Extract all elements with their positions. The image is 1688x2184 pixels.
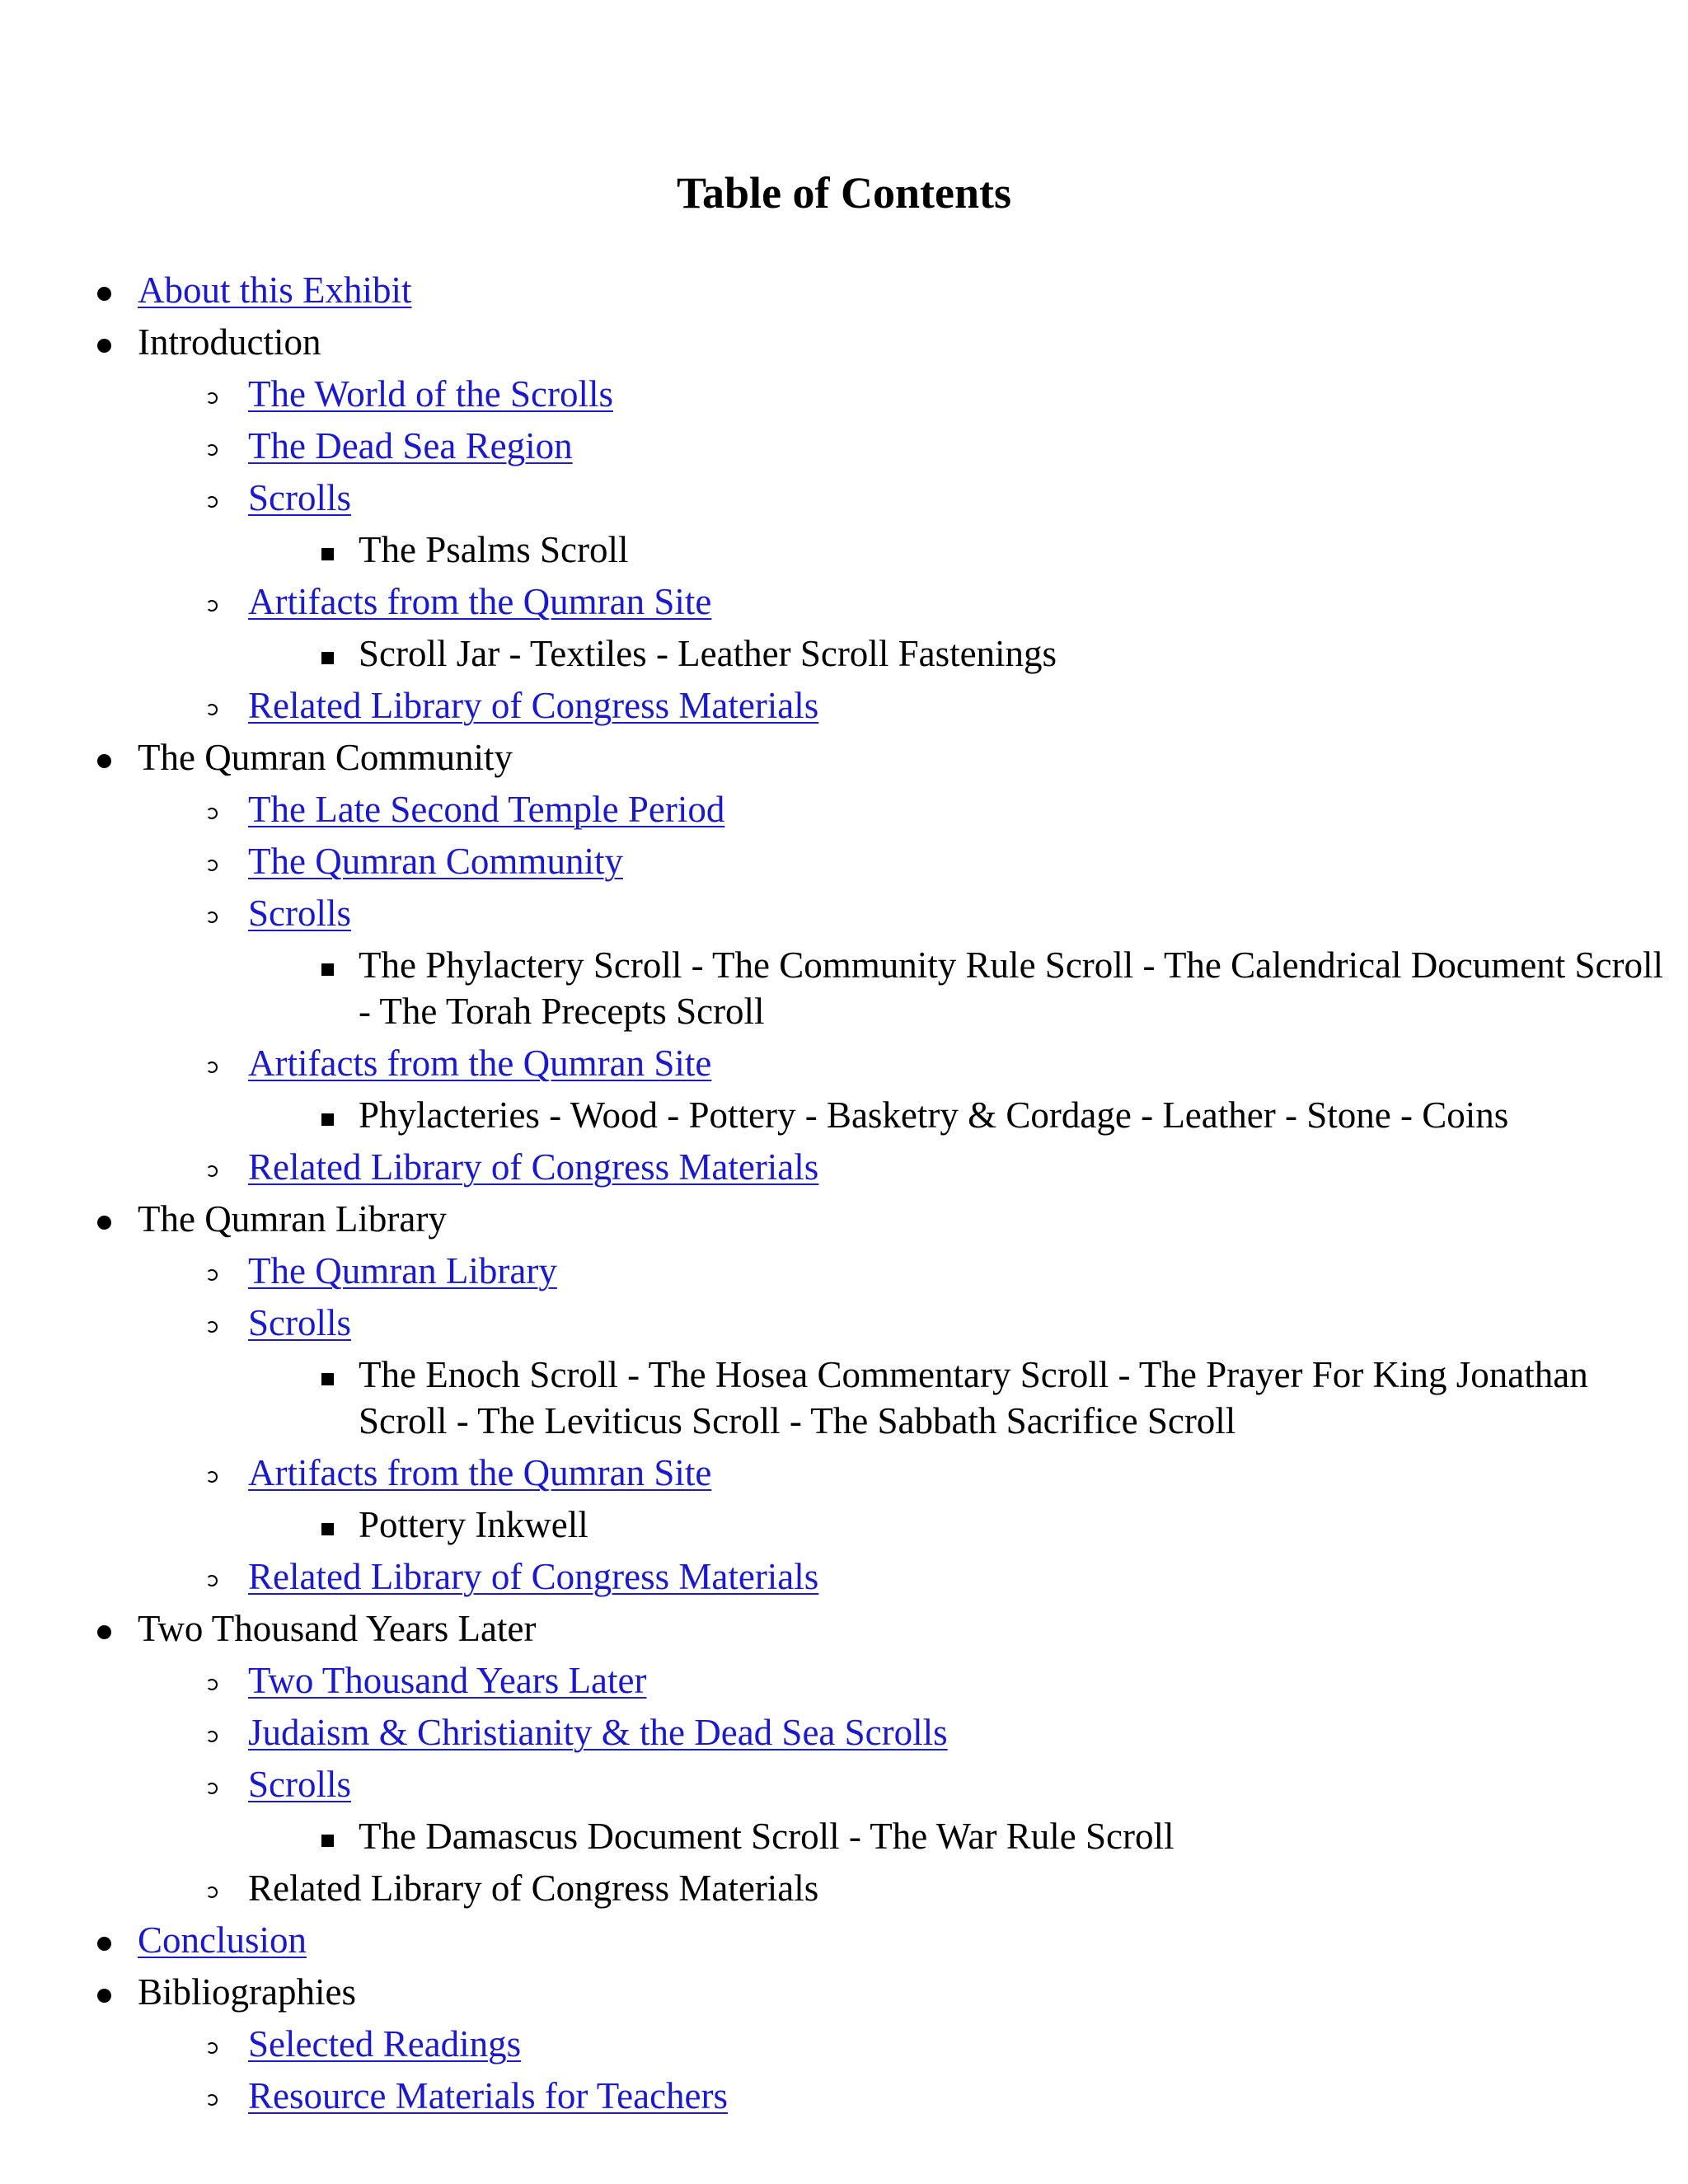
hollow-circle-bullet-icon	[206, 1575, 218, 1586]
hollow-circle-bullet-icon	[206, 704, 218, 715]
toc-item-link-row	[0, 1657, 1688, 1704]
toc-text: The Damascus Document Scroll - The War Rule Scroll	[359, 1816, 1175, 1857]
filled-square-bullet-icon	[321, 1373, 334, 1385]
toc-text: Introduction	[138, 321, 321, 363]
toc-link[interactable]: Related Library of Congress Materials	[248, 1556, 819, 1597]
toc-item-link-row	[0, 890, 1688, 936]
toc-link[interactable]: About this Exhibit	[138, 269, 412, 311]
toc-link[interactable]: Scrolls	[248, 893, 352, 934]
toc-link[interactable]: Two Thousand Years Later	[248, 1660, 647, 1701]
hollow-circle-bullet-icon	[206, 2094, 218, 2106]
toc-item-row	[0, 1502, 1688, 1548]
toc-item-link-row	[0, 1248, 1688, 1294]
hollow-circle-bullet-icon	[206, 912, 218, 923]
toc-item-row	[0, 1813, 1688, 1859]
hollow-circle-bullet-icon	[206, 392, 218, 404]
toc-text: The Enoch Scroll - The Hosea Commentary Scroll - The Prayer For King Jonathan Scroll - The Leviticus Scroll - The Sabbath Sacrifice Scroll	[359, 1354, 1588, 1441]
toc-item-row	[0, 319, 1688, 365]
toc-link[interactable]: The Dead Sea Region	[248, 425, 573, 466]
toc-link[interactable]: Artifacts from the Qumran Site	[248, 581, 712, 622]
toc-link[interactable]: The Qumran Community	[248, 841, 623, 882]
toc-text: The Qumran Library	[138, 1198, 447, 1240]
toc-link[interactable]: Scrolls	[248, 1302, 352, 1343]
toc-item-link-row	[0, 1709, 1688, 1755]
toc-link[interactable]: Selected Readings	[248, 2023, 522, 2064]
filled-square-bullet-icon	[321, 1113, 334, 1126]
toc-item-row	[0, 1865, 1688, 1911]
toc-link[interactable]: Scrolls	[248, 1764, 352, 1805]
toc-item-row	[0, 1092, 1688, 1138]
filled-square-bullet-icon	[321, 1835, 334, 1847]
toc-item-link-row	[0, 1917, 1688, 1963]
filled-circle-bullet-icon	[97, 287, 111, 301]
hollow-circle-bullet-icon	[206, 1471, 218, 1483]
toc-item-link-row	[0, 838, 1688, 884]
toc-text: The Phylactery Scroll - The Community Rule Scroll - The Calendrical Document Scroll - The Torah Precepts Scroll	[359, 944, 1663, 1032]
toc-item-link-row	[0, 682, 1688, 729]
hollow-circle-bullet-icon	[206, 1062, 218, 1073]
toc-item-link-row	[0, 2021, 1688, 2067]
toc-text: The Psalms Scroll	[359, 529, 629, 570]
toc-item-link-row	[0, 423, 1688, 469]
toc-item-link-row	[0, 786, 1688, 832]
toc-item-link-row	[0, 1554, 1688, 1600]
hollow-circle-bullet-icon	[206, 2042, 218, 2054]
toc-text: Phylacteries - Wood - Pottery - Basketry & Cordage - Leather - Stone - Coins	[359, 1094, 1509, 1136]
toc-item-row	[0, 630, 1688, 677]
toc-item-link-row	[0, 1040, 1688, 1086]
filled-circle-bullet-icon	[97, 1937, 111, 1951]
filled-square-bullet-icon	[321, 548, 334, 560]
toc-link[interactable]: Artifacts from the Qumran Site	[248, 1452, 712, 1493]
filled-square-bullet-icon	[321, 963, 334, 976]
toc-link[interactable]: Conclusion	[138, 1919, 307, 1961]
toc-item-link-row	[0, 475, 1688, 521]
toc-item-link-row	[0, 2073, 1688, 2119]
toc-text: Bibliographies	[138, 1971, 356, 2013]
hollow-circle-bullet-icon	[206, 1731, 218, 1742]
hollow-circle-bullet-icon	[206, 444, 218, 456]
toc-item-row	[0, 734, 1688, 780]
toc-link[interactable]: The Late Second Temple Period	[248, 789, 725, 830]
toc-link[interactable]: Scrolls	[248, 477, 352, 518]
filled-circle-bullet-icon	[97, 339, 111, 353]
filled-square-bullet-icon	[321, 1523, 334, 1535]
toc-link[interactable]: The Qumran Library	[248, 1250, 557, 1291]
toc-link[interactable]: Related Library of Congress Materials	[248, 685, 819, 726]
hollow-circle-bullet-icon	[206, 496, 218, 508]
toc-item-row	[0, 527, 1688, 573]
toc-link[interactable]: Artifacts from the Qumran Site	[248, 1043, 712, 1084]
page-title: Table of Contents	[676, 168, 1012, 218]
toc-item-link-row	[0, 1300, 1688, 1346]
hollow-circle-bullet-icon	[206, 600, 218, 612]
hollow-circle-bullet-icon	[206, 1321, 218, 1333]
hollow-circle-bullet-icon	[206, 1165, 218, 1177]
filled-circle-bullet-icon	[97, 1216, 111, 1230]
toc-item-row	[0, 1969, 1688, 2015]
filled-circle-bullet-icon	[97, 1625, 111, 1639]
toc-item-link-row	[0, 1144, 1688, 1190]
toc-item-link-row	[0, 371, 1688, 417]
toc-link[interactable]: Resource Materials for Teachers	[248, 2075, 729, 2116]
toc-item-link-row	[0, 267, 1688, 313]
toc-link[interactable]: Related Library of Congress Materials	[248, 1146, 819, 1188]
toc-item-link-row	[0, 1761, 1688, 1807]
filled-circle-bullet-icon	[97, 754, 111, 768]
hollow-circle-bullet-icon	[206, 1886, 218, 1898]
toc-text: Related Library of Congress Materials	[248, 1868, 819, 1909]
filled-square-bullet-icon	[321, 652, 334, 664]
hollow-circle-bullet-icon	[206, 1679, 218, 1690]
toc-item-row	[0, 942, 1688, 1034]
toc-item-row	[0, 1605, 1688, 1652]
toc-text: The Qumran Community	[138, 737, 513, 778]
toc-item-link-row	[0, 1450, 1688, 1496]
hollow-circle-bullet-icon	[206, 1269, 218, 1281]
table-of-contents	[0, 267, 1688, 2119]
toc-text: Two Thousand Years Later	[138, 1608, 537, 1649]
filled-circle-bullet-icon	[97, 1989, 111, 2003]
toc-text: Pottery Inkwell	[359, 1504, 588, 1545]
toc-item-row	[0, 1196, 1688, 1242]
hollow-circle-bullet-icon	[206, 860, 218, 871]
toc-text: Scroll Jar - Textiles - Leather Scroll Fastenings	[359, 633, 1057, 674]
toc-link[interactable]: The World of the Scrolls	[248, 373, 613, 415]
hollow-circle-bullet-icon	[206, 1783, 218, 1794]
toc-item-row	[0, 1352, 1688, 1444]
toc-link[interactable]: Judaism & Christianity & the Dead Sea Scrolls	[248, 1712, 948, 1753]
hollow-circle-bullet-icon	[206, 808, 218, 819]
toc-item-link-row	[0, 579, 1688, 625]
